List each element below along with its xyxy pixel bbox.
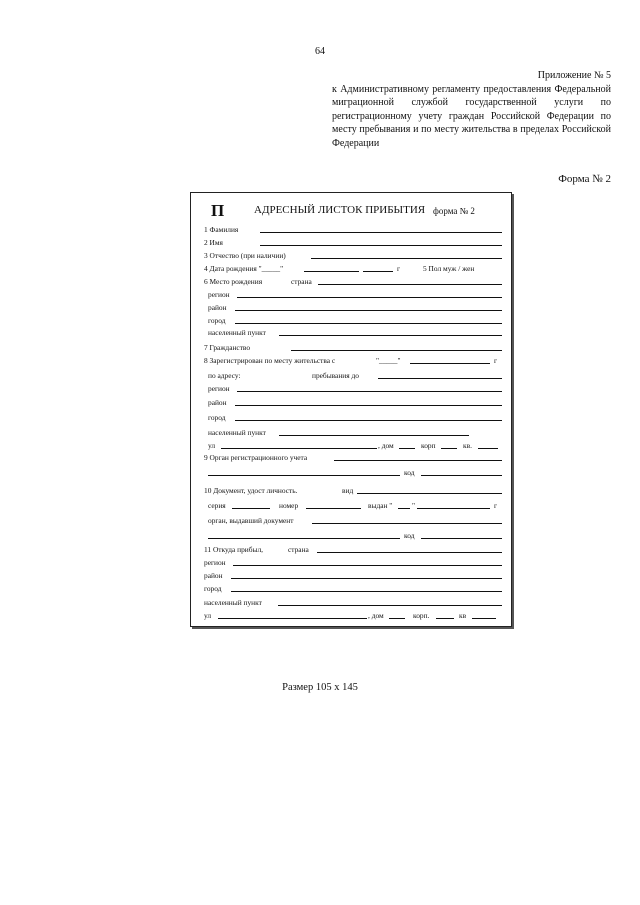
arrived-settlement-line <box>278 605 502 606</box>
arrived-region-label: регион <box>204 558 226 567</box>
document-issued-label: выдан " <box>368 501 393 510</box>
arrived-city-line <box>231 591 502 592</box>
issuing-authority-line <box>312 523 502 524</box>
document-issued-quote: " <box>412 501 416 510</box>
registration-code-label: код <box>404 468 415 477</box>
issuing-code-label: код <box>404 531 415 540</box>
registration-authority-label: 9 Орган регистрационного учета <box>204 453 308 462</box>
annex-body: к Административному регламенту предоставления Федеральной миграционной службой государственной услуги по регистрационному учету граждан Российской Федерации по месту пребывания и по месту жительства в пределах Российской Федерации <box>332 83 611 149</box>
document-issued-year-unit: г <box>494 501 498 510</box>
registration-code-line <box>421 475 502 476</box>
arrived-settlement-label: населенный пункт <box>204 598 262 607</box>
surname-line <box>260 232 502 233</box>
document-kind-line <box>357 493 502 494</box>
document-number-line <box>306 508 361 509</box>
birthplace-settlement-line <box>279 335 502 336</box>
birthplace-city-line <box>235 323 502 324</box>
address-street-line <box>221 448 377 449</box>
stay-until-label: пребывания до <box>312 371 359 380</box>
by-address-label: по адресу: <box>208 371 241 380</box>
address-korp-label: корп <box>421 441 436 450</box>
arrival-address-card <box>190 192 512 627</box>
address-city-line <box>235 420 502 421</box>
arrived-district-line <box>231 578 502 579</box>
birthplace-city-label: город <box>208 316 226 325</box>
arrived-apt-label: кв <box>459 611 467 620</box>
address-city-label: город <box>208 413 226 422</box>
annex-title: Приложение № 5 <box>537 70 611 81</box>
address-apt-line <box>478 448 498 449</box>
birthplace-country-line <box>318 284 502 285</box>
arrived-city-label: город <box>204 584 222 593</box>
annex-header <box>332 69 611 150</box>
address-region-line <box>237 391 502 392</box>
citizenship-line <box>291 350 502 351</box>
issuing-authority-label: орган, выдавший документ <box>208 516 294 525</box>
registration-authority-line <box>334 460 502 461</box>
birthplace-settlement-label: населенный пункт <box>208 328 266 337</box>
issuing-code-line <box>421 538 502 539</box>
surname-label: 1 Фамилия <box>204 225 239 234</box>
birthplace-region-line <box>237 297 502 298</box>
arrived-country-label: страна <box>288 545 309 554</box>
card-letter: П <box>211 201 225 220</box>
address-district-label: район <box>208 398 227 407</box>
patronymic-label: 3 Отчество (при наличии) <box>204 251 286 260</box>
card-title: АДРЕСНЫЙ ЛИСТОК ПРИБЫТИЯ <box>254 204 426 216</box>
arrived-street-label: ул <box>204 611 212 620</box>
card-size-label: Размер 105 х 145 <box>282 682 358 693</box>
stay-until-line <box>378 378 502 379</box>
patronymic-line <box>311 258 502 259</box>
name-line <box>260 245 502 246</box>
address-korp-line <box>441 448 457 449</box>
address-region-label: регион <box>208 384 230 393</box>
address-apt-label: кв. <box>463 441 472 450</box>
registered-from-year-unit: г <box>494 356 498 365</box>
address-settlement-label: населенный пункт <box>208 428 266 437</box>
arrived-korp-line <box>436 618 454 619</box>
arrived-from-label: 11 Откуда прибыл, <box>204 545 264 554</box>
registered-label: 8 Зарегистрирован по месту жительства с <box>204 356 336 365</box>
page-number: 64 <box>315 46 325 57</box>
registration-authority-line-2 <box>208 475 400 476</box>
arrived-region-line <box>233 565 502 566</box>
card-form-number: форма № 2 <box>433 206 475 216</box>
document-series-line <box>232 508 270 509</box>
address-house-line <box>399 448 415 449</box>
registered-from-day: "_____" <box>376 356 401 365</box>
address-settlement-line <box>279 435 469 436</box>
birthplace-region-label: регион <box>208 290 230 299</box>
arrived-country-line <box>317 552 502 553</box>
birthplace-district-label: район <box>208 303 227 312</box>
document-issued-day-line <box>398 508 410 509</box>
birthplace-district-line <box>235 310 502 311</box>
arrived-district-label: район <box>204 571 223 580</box>
citizenship-label: 7 Гражданство <box>204 343 251 352</box>
birth-year-unit: г <box>397 264 401 273</box>
arrived-house-label: , дом <box>368 611 384 620</box>
address-street-label: ул <box>208 441 216 450</box>
birth-date-label: 4 Дата рождения "_____" <box>204 264 284 273</box>
document-series-label: серия <box>208 501 226 510</box>
issuing-authority-line-2 <box>208 538 400 539</box>
identity-document-label: 10 Документ, удост личность. <box>204 486 298 495</box>
arrived-apt-line <box>472 618 496 619</box>
birthplace-country-label: страна <box>291 277 312 286</box>
document-kind-label: вид <box>342 486 354 495</box>
arrived-korp-label: корп. <box>413 611 430 620</box>
document-issued-date-line <box>417 508 490 509</box>
name-label: 2 Имя <box>204 238 223 247</box>
birthplace-label: 6 Место рождения <box>204 277 263 286</box>
arrived-house-line <box>389 618 405 619</box>
address-house-label: , дом <box>378 441 394 450</box>
birth-month-line <box>304 271 359 272</box>
arrived-street-line <box>218 618 367 619</box>
birth-year-line <box>363 271 393 272</box>
address-district-line <box>235 405 502 406</box>
form-label: Форма № 2 <box>558 173 611 185</box>
document-number-label: номер <box>279 501 299 510</box>
registered-from-line <box>410 363 490 364</box>
sex-label: 5 Пол муж / жен <box>423 264 475 273</box>
